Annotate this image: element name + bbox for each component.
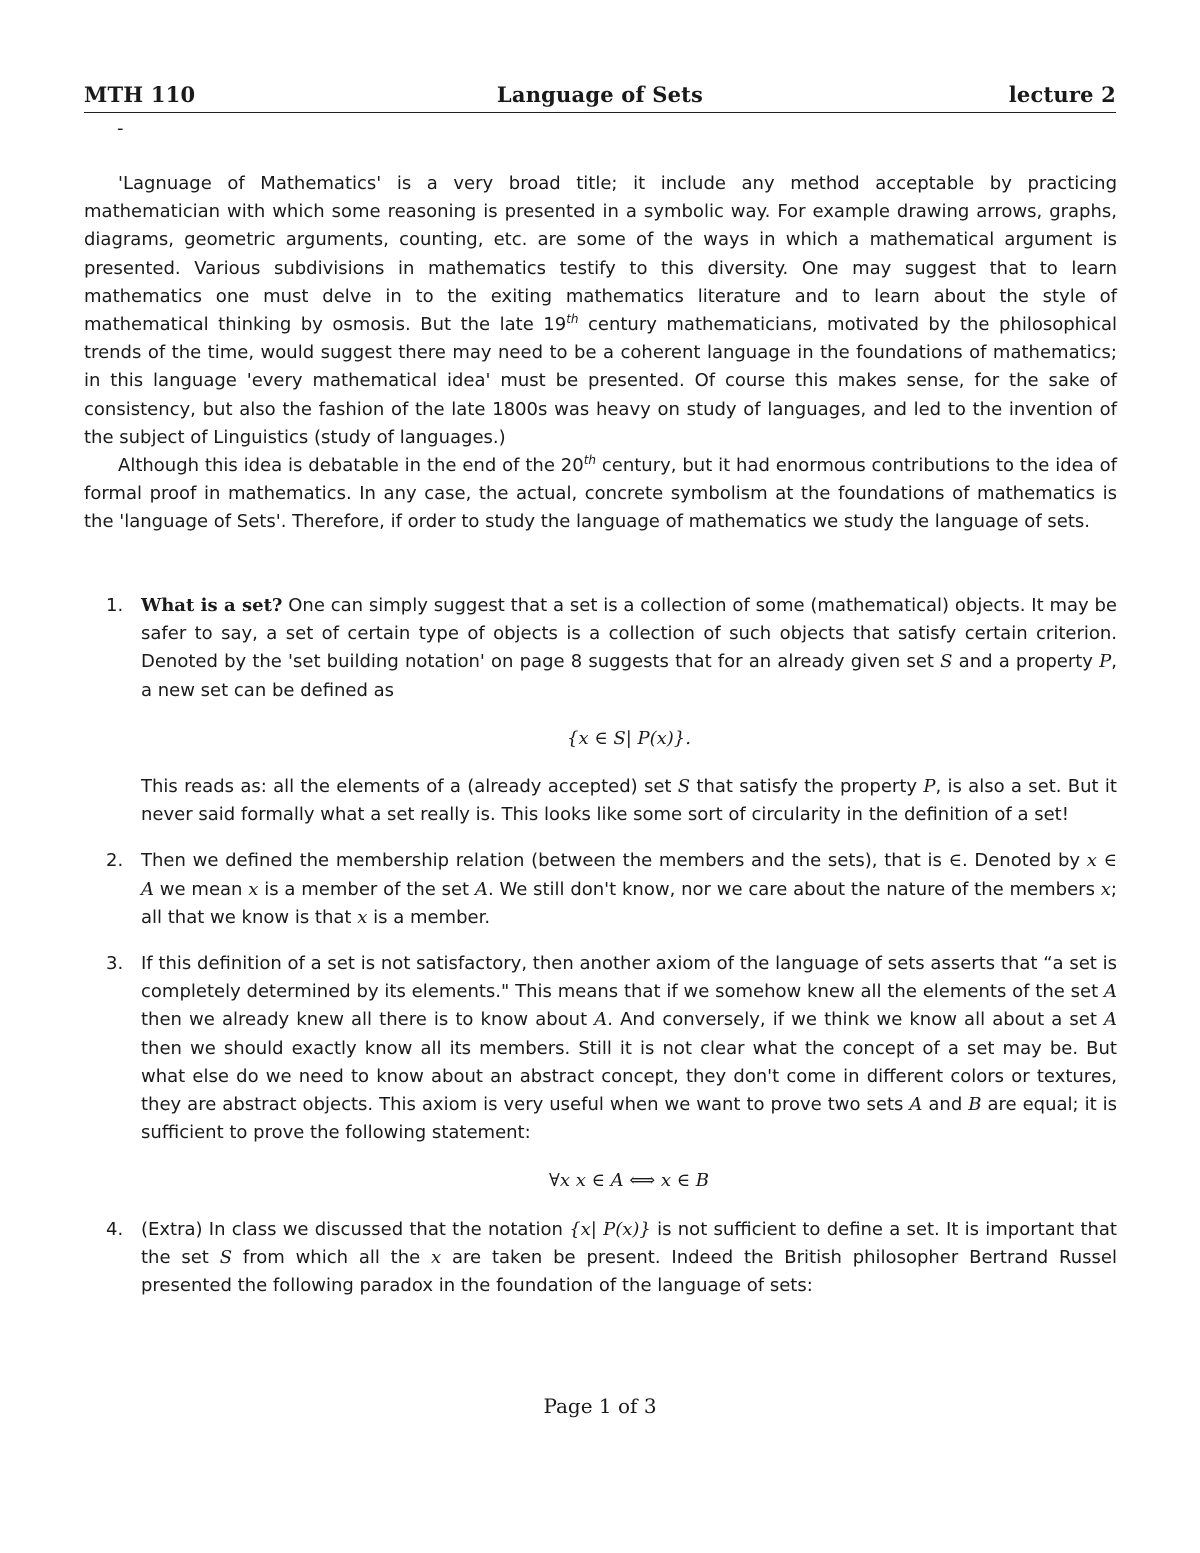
intro-section bbox=[84, 170, 1117, 537]
page-number: Page 1 of 3 bbox=[543, 1394, 657, 1418]
item-text-continued: This reads as: all the elements of a (already accepted) set S that satisfy the property P, is also a set. But it never said formally what a set really is. This looks like some sort of circularity in the definition of a set! bbox=[141, 776, 1117, 826]
course-code: MTH 110 bbox=[84, 82, 196, 107]
stray-dash: - bbox=[117, 118, 124, 139]
list-item bbox=[84, 592, 1117, 829]
list-item bbox=[84, 950, 1117, 1196]
set-equality-formula: ∀x x ∈ A ⟺ x ∈ B bbox=[548, 1170, 710, 1192]
item-text: Then we defined the membership relation (between the members and the sets), that is ∈. Denoted by x ∈ A we mean x is a member of the set A. We still don't know, nor we care about the nature of the members x; all that we know is that x is a member. bbox=[141, 850, 1117, 928]
document-title: Language of Sets bbox=[496, 82, 704, 107]
item-number: 3. bbox=[106, 953, 124, 975]
page-header bbox=[84, 82, 1116, 113]
item-text: What is a set? One can simply suggest that a set is a collection of some (mathematical) objects. It may be safer to say, a set of certain type of objects is a collection of such objects that satisfy certain criterion. Denoted by the 'set building notation' on page 8 suggests that for an already given set S and a property P, a new set can be defined as bbox=[141, 595, 1117, 701]
item-text: If this definition of a set is not satisfactory, then another axiom of the language of sets asserts that “a set is completely determined by its elements." This means that if we somehow knew all the elements of the set A then we already knew all there is to know about A. And conversely, if we think we know all about a set A then we should exactly know all its members. Still it is not clear what the concept of a set may be. But what else do we need to know about an abstract concept, they don't come in different colors or textures, they are abstract objects. This axiom is very useful when we want to prove two sets A and B are equal; it is sufficient to prove the following statement: bbox=[141, 953, 1118, 1144]
intro-paragraph-1: 'Lagnuage of Mathematics' is a very broad title; it include any method acceptable by practicing mathematician with which some reasoning is presented in a symbolic way. For example drawing arrows, graphs, diagrams, geometric arguments, counting, etc. are some of the ways in which a mathematical argument is presented. Various subdivisions in mathematics testify to this diversity. One may suggest that to learn mathematics one must delve in to the exiting mathematics literature and to learn about the style of mathematical thinking by osmosis. But the late 19th century mathematicians, motivated by the philosophical trends of the time, would suggest there may need to be a coherent language in the foundations of mathematics; in this language 'every mathematical idea' must be presented. Of course this makes sense, for the sake of consistency, but also the fashion of the late 1800s was heavy on study of languages, and led to the invention of the subject of Linguistics (study of languages.) bbox=[84, 173, 1118, 448]
list-item bbox=[84, 847, 1117, 932]
list-item bbox=[84, 1216, 1117, 1301]
item-number: 2. bbox=[106, 850, 124, 872]
intro-paragraph-2: Although this idea is debatable in the end of the 20th century, but it had enormous contributions to the idea of formal proof in mathematics. In any case, the actual, concrete symbolism at the foundations of mathematics is the 'language of Sets'. Therefore, if order to study the language of mathematics we study the language of sets. bbox=[84, 453, 1117, 533]
lecture-number: lecture 2 bbox=[1008, 82, 1116, 107]
item-number: 4. bbox=[106, 1218, 124, 1240]
numbered-list bbox=[84, 592, 1117, 1318]
item-text: (Extra) In class we discussed that the notation {x| P(x)} is not sufficient to define a set. It is important that the set S from which all the x are taken be present. Indeed the British philosopher Bertrand Russel presented the following paradox in the foundation of the language of sets: bbox=[141, 1218, 1117, 1297]
set-builder-formula: {x ∈ S| P(x)}. bbox=[567, 727, 691, 749]
item-number: 1. bbox=[106, 595, 124, 616]
